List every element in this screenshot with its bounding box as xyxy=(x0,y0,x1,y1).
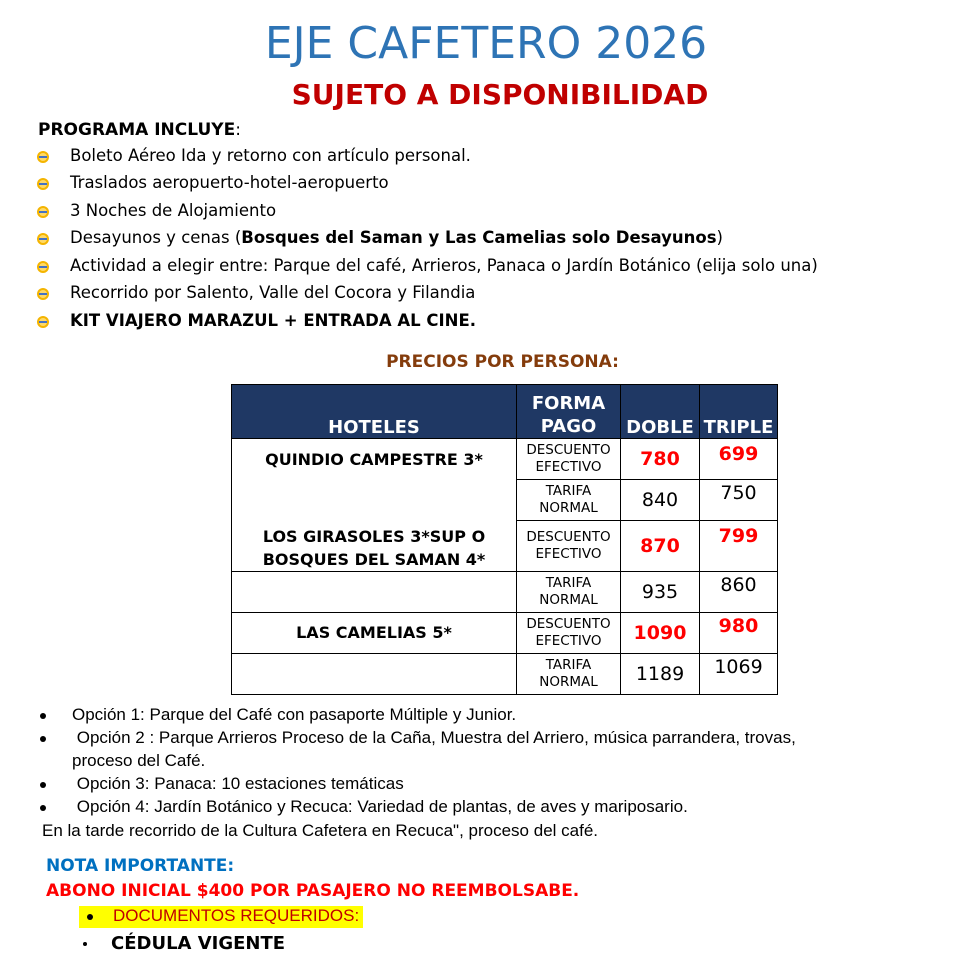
list-item xyxy=(36,283,475,302)
sun-face-bullet-icon xyxy=(36,260,50,274)
documents-required xyxy=(79,906,363,928)
bullet-icon xyxy=(87,914,93,920)
triple-price: 750 xyxy=(700,480,778,521)
hotel-name: LOS GIRASOLES 3*SUP O BOSQUES DEL SAMAN 4* xyxy=(232,521,517,572)
forma-pago-cell: DESCUENTO EFECTIVO xyxy=(517,521,621,572)
doble-price: 840 xyxy=(621,480,700,521)
bullet-icon xyxy=(40,805,46,811)
triple-price: 699 xyxy=(700,439,778,480)
table-row xyxy=(232,612,778,653)
list-item-text: Actividad a elegir entre: Parque del café, Arrieros, Panaca o Jardín Botánico (elija solo una) xyxy=(70,256,818,275)
sun-face-bullet-icon xyxy=(36,287,50,301)
option-item xyxy=(40,774,404,794)
table-row xyxy=(232,439,778,480)
program-heading xyxy=(38,120,241,140)
cedula-item xyxy=(83,933,285,954)
documents-required-text: DOCUMENTOS REQUERIDOS: xyxy=(113,906,360,925)
triple-price: 860 xyxy=(700,571,778,612)
option-text: Opción 4: Jardín Botánico y Recuca: Variedad de plantas, de aves y mariposario. xyxy=(72,797,688,816)
header-hotels: HOTELES xyxy=(232,385,517,439)
option-item xyxy=(40,797,688,817)
forma-pago-cell: DESCUENTO EFECTIVO xyxy=(517,439,621,480)
sun-face-bullet-icon xyxy=(36,205,50,219)
doble-price: 935 xyxy=(621,571,700,612)
option-item xyxy=(40,728,796,748)
triple-price: 799 xyxy=(700,521,778,572)
forma-pago-cell: DESCUENTO EFECTIVO xyxy=(517,612,621,653)
list-item-bold-text: Bosques del Saman y Las Camelias solo Desayunos xyxy=(241,228,717,247)
cedula-text: CÉDULA VIGENTE xyxy=(111,933,286,954)
doble-price: 1090 xyxy=(621,612,700,653)
program-heading-colon: : xyxy=(235,120,241,140)
option-footnote: En la tarde recorrido de la Cultura Cafetera en Recuca", proceso del café. xyxy=(42,821,599,840)
doble-price: 780 xyxy=(621,439,700,480)
forma-pago-cell: TARIFA NORMAL xyxy=(517,571,621,612)
list-item-text: KIT VIAJERO MARAZUL + ENTRADA AL CINE. xyxy=(70,311,476,330)
forma-pago-cell: TARIFA NORMAL xyxy=(517,653,621,694)
list-item xyxy=(36,201,276,220)
forma-pago-cell: TARIFA NORMAL xyxy=(517,480,621,521)
header-triple: TRIPLE xyxy=(700,385,778,439)
prices-heading: PRECIOS POR PERSONA: xyxy=(386,352,619,372)
table-row xyxy=(232,653,778,694)
sun-face-bullet-icon xyxy=(36,177,50,191)
sun-face-bullet-icon xyxy=(36,315,50,329)
list-item-text: Boleto Aéreo Ida y retorno con artículo personal. xyxy=(70,146,471,165)
hotel-name xyxy=(232,571,517,612)
list-item-text: Traslados aeropuerto-hotel-aeropuerto xyxy=(70,173,389,192)
list-item xyxy=(36,311,476,330)
bullet-icon xyxy=(40,736,46,742)
doble-price: 870 xyxy=(621,521,700,572)
bullet-icon xyxy=(40,782,46,788)
sun-face-bullet-icon xyxy=(36,232,50,246)
hotel-name xyxy=(232,653,517,694)
list-item xyxy=(36,256,818,275)
price-table xyxy=(231,384,778,695)
table-header-row xyxy=(232,385,778,439)
header-doble: DOBLE xyxy=(621,385,700,439)
option-text: Opción 3: Panaca: 10 estaciones temáticas xyxy=(72,774,404,793)
abono-notice: ABONO INICIAL $400 POR PASAJERO NO REEMBOLSABE. xyxy=(46,881,580,901)
subtitle: SUJETO A DISPONIBILIDAD xyxy=(291,78,709,111)
list-item xyxy=(36,173,389,192)
header-forma-pago: FORMA PAGO xyxy=(517,385,621,439)
list-item-text: 3 Noches de Alojamiento xyxy=(70,201,277,220)
list-item xyxy=(36,146,471,165)
list-item-text: Desayunos y cenas ( xyxy=(70,228,242,247)
option-item xyxy=(40,705,516,725)
bullet-icon xyxy=(40,713,46,719)
nota-importante: NOTA IMPORTANTE: xyxy=(46,856,235,876)
option-continuation: proceso del Café. xyxy=(72,751,206,770)
triple-price: 980 xyxy=(700,612,778,653)
table-row xyxy=(232,571,778,612)
table-row xyxy=(232,521,778,572)
doble-price: 1189 xyxy=(621,653,700,694)
list-item-text: Recorrido por Salento, Valle del Cocora y Filandia xyxy=(70,283,476,302)
bullet-icon xyxy=(83,942,87,946)
page-title: EJE CAFETERO 2026 xyxy=(264,18,708,69)
list-item-text-end: ) xyxy=(716,228,723,247)
option-text: Opción 1: Parque del Café con pasaporte Múltiple y Junior. xyxy=(72,705,517,724)
list-item xyxy=(36,228,723,247)
sun-face-bullet-icon xyxy=(36,150,50,164)
program-heading-text: PROGRAMA INCLUYE xyxy=(38,120,236,140)
option-text: Opción 2 : Parque Arrieros Proceso de la Caña, Muestra del Arriero, música parrandera, trovas, xyxy=(72,728,796,747)
hotel-name: LAS CAMELIAS 5* xyxy=(232,612,517,653)
hotel-name: QUINDIO CAMPESTRE 3* xyxy=(232,439,517,521)
triple-price: 1069 xyxy=(700,653,778,694)
